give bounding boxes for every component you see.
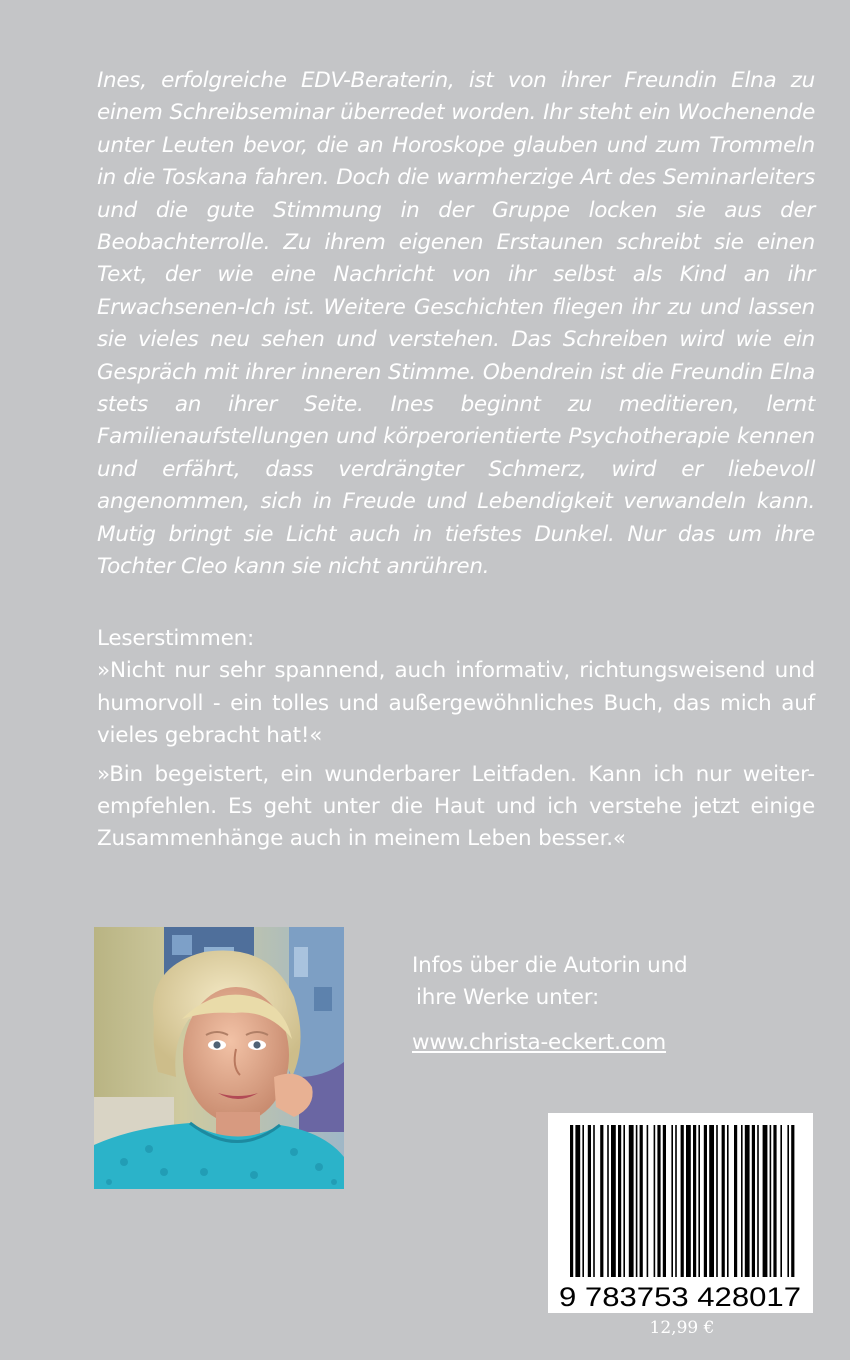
barcode-bar (588, 1125, 591, 1277)
author-info (412, 950, 687, 1059)
author-info-line: ihre Werke unter: (416, 985, 600, 1011)
barcode-bar (686, 1125, 691, 1277)
barcode-bar (741, 1125, 743, 1277)
barcode-bar (654, 1125, 656, 1277)
author-photo (94, 927, 344, 1189)
barcode-bar (752, 1125, 755, 1277)
barcode-bar (709, 1125, 714, 1277)
author-info-line: Infos über die Autorin und (412, 953, 688, 978)
barcode-bar (640, 1125, 643, 1277)
barcode-bar (787, 1125, 789, 1277)
barcode-bar (636, 1125, 638, 1277)
barcode-bar (618, 1125, 621, 1277)
barcode-bar (727, 1125, 729, 1277)
back-cover-blurb: Ines, erfolgreiche EDV-Beraterin, ist von ihrer Freundin Elna zu einem Schreibseminar überredet worden. Ihr steht ein Wochenende unter Leuten bevor, die an Horoskope glauben und zum Trommeln in die Toskana fahren. Doch die warmherzige Art des Seminarleiters und die gute Stimmung in der Gruppe locken sie aus der Beobachterrolle. Zu ihrem eigenen Erstaunen schreibt sie einen Text, der wie eine Nachricht von ihr selbst als Kind an ihr Erwachsenen-Ich ist. Weitere Geschichten fliegen ihr zu und lassen sie vieles neu sehen und verstehen. Das Schreiben wird wie ein Gespräch mit ihrer inneren Stimme. Obendrein ist die Freundin Elna stets an ihrer Seite. Ines beginnt zu meditieren, lernt Familienaufstellungen und körperorientierte Psychotherapie kennen und erfährt, dass verdrängter Schmerz, wird er liebevoll angenommen, sich in Freude und Lebendigkeit verwandeln kann. Mutig bringt sie Licht auch in tiefstes Dunkel. Nur das um ihre Tochter Cleo kann sie nicht anrühren. (97, 68, 815, 580)
barcode-bar (722, 1125, 725, 1277)
barcode-bar (629, 1125, 634, 1277)
isbn-barcode (548, 1113, 813, 1313)
review-quote: »Nicht nur sehr spannend, auch informativ, richtungsweisend und humorvoll - ein tolles und außergewöhnliches Buch, das mich auf vieles gebracht hat!« (97, 658, 815, 749)
barcode-bar (593, 1125, 595, 1277)
barcode-bar (681, 1125, 684, 1277)
isbn-number: 9 783753 428017 (559, 1282, 801, 1312)
barcode-bar (757, 1125, 759, 1277)
barcode-bar (693, 1125, 696, 1277)
barcode-bar (675, 1125, 677, 1277)
barcode-bar (734, 1125, 737, 1277)
barcode-bar (780, 1125, 782, 1277)
barcode-bar (623, 1125, 625, 1277)
barcode-bar (716, 1125, 718, 1277)
barcode-bar (671, 1125, 673, 1277)
review-quote: »Bin begeistert, ein wunderbarer Leitfaden. Kann ich nur weiter-empfehlen. Es geht unter die Haut und ich verstehe jetzt einige Zusammenhänge auch in meinem Leben besser.« (97, 761, 815, 852)
barcode-bar (770, 1125, 772, 1277)
barcode-bar (570, 1125, 573, 1277)
barcode-bar (607, 1125, 609, 1277)
barcode-bar (600, 1125, 603, 1277)
author-website-link[interactable]: www.christa-eckert.com (412, 1029, 667, 1055)
barcode-bar (698, 1125, 700, 1277)
barcode-bar (582, 1125, 584, 1277)
price-label: 12,99 € (649, 1318, 715, 1338)
barcode-bar (704, 1125, 707, 1277)
reviews-heading: Leserstimmen: (97, 626, 255, 651)
barcode-bar (773, 1125, 776, 1277)
barcode-bar (657, 1125, 660, 1277)
reader-reviews (97, 623, 815, 856)
barcode-bar (575, 1125, 580, 1277)
barcode-bar (611, 1125, 616, 1277)
barcode-bar (763, 1125, 768, 1277)
barcode-bar (791, 1125, 794, 1277)
barcode-bar (745, 1125, 750, 1277)
barcode-bar (663, 1125, 666, 1277)
barcode-bar (647, 1125, 649, 1277)
